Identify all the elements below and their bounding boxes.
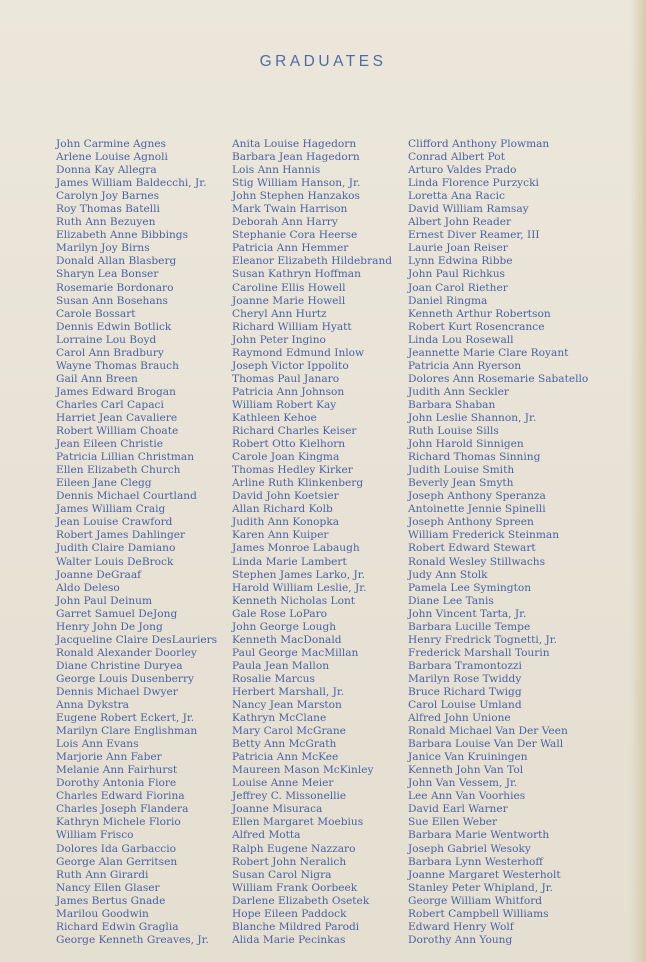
graduate-name: Laurie Joan Reiser	[408, 242, 508, 255]
graduate-name: John Harold Sinnigen	[408, 438, 524, 451]
graduate-name: Joanne DeGraaf	[56, 568, 142, 581]
graduate-name: Blanche Mildred Parodi	[232, 920, 360, 933]
graduate-name: Patricia Ann Johnson	[232, 385, 345, 398]
graduate-name: Donald Allan Blasberg	[56, 255, 177, 268]
graduate-name: Rosemarie Bordonaro	[56, 281, 174, 294]
graduate-name: Stephanie Cora Heerse	[232, 229, 358, 242]
graduate-name: Joseph Victor Ippolito	[232, 359, 349, 372]
graduate-name: David William Ramsay	[408, 203, 529, 216]
graduate-name: Barbara Lynn Westerhoff	[408, 855, 543, 868]
graduate-name: Charles Joseph Flandera	[56, 803, 189, 816]
graduate-name: Richard Edwin Graglia	[56, 920, 179, 933]
graduate-name: Susan Ann Bosehans	[56, 294, 168, 307]
graduate-name: Donna Kay Allegra	[56, 164, 157, 177]
graduate-name: James Edward Brogan	[56, 385, 176, 398]
graduate-name: Judith Claire Damiano	[56, 542, 176, 555]
graduate-name: Karen Ann Kuiper	[232, 529, 329, 542]
graduate-name: John Paul Deinum	[56, 594, 153, 607]
graduates-column-1	[56, 138, 217, 947]
graduate-name: Anna Dykstra	[56, 699, 129, 712]
graduate-name: George Alan Gerritsen	[56, 855, 178, 868]
graduate-name: Hope Eileen Paddock	[232, 907, 347, 920]
graduate-name: Judy Ann Stolk	[408, 568, 488, 581]
graduate-name: David John Koetsier	[232, 490, 339, 503]
graduate-name: Alida Marie Pecinkas	[232, 933, 346, 946]
graduate-name: Kenneth Arthur Robertson	[408, 307, 551, 320]
graduate-name: Sharyn Lea Bonser	[56, 268, 159, 281]
graduate-name: Lee Ann Van Voorhies	[408, 790, 526, 803]
graduate-name: Joseph Anthony Speranza	[408, 490, 546, 503]
graduate-name: Antoinette Jennie Spinelli	[408, 503, 546, 516]
graduate-name: Carole Joan Kingma	[232, 451, 340, 464]
graduate-name: Linda Florence Purzycki	[408, 177, 539, 190]
graduate-name: Diane Lee Tanis	[408, 594, 494, 607]
graduate-name: Arline Ruth Klinkenberg	[232, 477, 364, 490]
graduate-name: Charles Carl Capaci	[56, 398, 164, 411]
graduate-name: Joanne Margaret Westerholt	[408, 868, 561, 881]
graduate-name: Caroline Ellis Howell	[232, 281, 346, 294]
graduate-name: Richard Thomas Sinning	[408, 451, 541, 464]
graduate-name: Joanne Misuraca	[232, 803, 323, 816]
graduate-name: Ellen Margaret Moebius	[232, 816, 364, 829]
graduate-name: Robert James Dahlinger	[56, 529, 186, 542]
graduate-name: Marilyn Rose Twiddy	[408, 672, 522, 685]
graduate-name: Sue Ellen Weber	[408, 816, 498, 829]
graduate-name: Harriet Jean Cavaliere	[56, 411, 178, 424]
graduate-name: Carol Ann Bradbury	[56, 346, 164, 359]
graduate-name: Ronald Alexander Doorley	[56, 646, 197, 659]
graduate-name: Frederick Marshall Tourin	[408, 646, 550, 659]
graduate-name: Stig William Hanson, Jr.	[232, 177, 361, 190]
graduate-name: Barbara Marie Wentworth	[408, 829, 550, 842]
graduate-name: Jean Eileen Christie	[56, 438, 163, 451]
graduate-name: Robert Otto Kielhorn	[232, 438, 346, 451]
graduate-name: Dennis Michael Courtland	[56, 490, 197, 503]
graduate-name: George William Whitford	[408, 894, 543, 907]
graduate-name: Richard William Hyatt	[232, 320, 352, 333]
graduate-name: Linda Marie Lambert	[232, 555, 347, 568]
graduate-name: George Kenneth Greaves, Jr.	[56, 933, 209, 946]
graduate-name: William Robert Kay	[232, 398, 337, 411]
graduate-name: Marilou Goodwin	[56, 907, 149, 920]
graduate-name: James Monroe Labaugh	[232, 542, 360, 555]
graduate-name: Henry Fredrick Tognetti, Jr.	[408, 633, 558, 646]
graduate-name: Robert John Neralich	[232, 855, 347, 868]
graduate-name: Kenneth MacDonald	[232, 633, 342, 646]
graduate-name: John Carmine Agnes	[56, 138, 166, 150]
graduate-name: Darlene Elizabeth Osetek	[232, 894, 370, 907]
graduate-name: Eileen Jane Clegg	[56, 477, 152, 490]
graduate-name: John Paul Richkus	[408, 268, 505, 281]
graduate-name: Thomas Paul Janaro	[232, 372, 340, 385]
graduate-name: Betty Ann McGrath	[232, 738, 337, 751]
graduate-name: Ruth Ann Bezuyen	[56, 216, 156, 229]
graduate-name: Patricia Ann McKee	[232, 751, 339, 764]
graduate-name: Ronald Wesley Stillwachs	[408, 555, 546, 568]
graduate-name: Ronald Michael Van Der Veen	[408, 725, 568, 738]
graduate-name: Albert John Reader	[408, 216, 512, 229]
graduate-name: Arturo Valdes Prado	[408, 164, 517, 177]
graduate-name: Paula Jean Mallon	[232, 659, 330, 672]
graduate-name: Kathleen Kehoe	[232, 411, 317, 424]
graduate-name: James Bertus Gnade	[56, 894, 166, 907]
graduate-name: Paul George MacMillan	[232, 646, 359, 659]
graduate-name: Stanley Peter Whipland, Jr.	[408, 881, 553, 894]
graduate-name: Patricia Ann Ryerson	[408, 359, 522, 372]
graduate-name: Nancy Ellen Glaser	[56, 881, 160, 894]
graduate-name: Louise Anne Meier	[232, 777, 334, 790]
graduate-name: Herbert Marshall, Jr.	[232, 685, 345, 698]
graduate-name: Anita Louise Hagedorn	[232, 138, 357, 150]
graduate-name: Jacqueline Claire DesLauriers	[56, 633, 218, 646]
graduate-name: Marilyn Joy Birns	[56, 242, 150, 255]
graduate-name: Robert Campbell Williams	[408, 907, 549, 920]
graduate-name: Conrad Albert Pot	[408, 151, 505, 164]
graduate-name: Ernest Diver Reamer, III	[408, 229, 540, 242]
graduate-name: Dolores Ida Garbaccio	[56, 842, 176, 855]
graduate-name: Carolyn Joy Barnes	[56, 190, 160, 203]
graduate-name: Roy Thomas Batelli	[56, 203, 160, 216]
graduate-name: Henry John De Jong	[56, 620, 163, 633]
graduate-name: Kenneth Nicholas Lont	[232, 594, 356, 607]
graduate-name: Joseph Anthony Spreen	[408, 516, 534, 529]
graduate-name: William Frank Oorbeek	[232, 881, 358, 894]
graduate-name: Mark Twain Harrison	[232, 203, 348, 216]
graduate-name: Carole Bossart	[56, 307, 136, 320]
graduate-name: Joanne Marie Howell	[232, 294, 346, 307]
graduate-name: John Van Vessem, Jr.	[408, 777, 518, 790]
graduate-name: Wayne Thomas Brauch	[56, 359, 179, 372]
graduate-name: Clifford Anthony Plowman	[408, 138, 550, 150]
graduate-name: Linda Lou Rosewall	[408, 333, 514, 346]
graduate-name: Cheryl Ann Hurtz	[232, 307, 327, 320]
graduate-name: Loretta Ana Racic	[408, 190, 505, 203]
graduate-name: Melanie Ann Fairhurst	[56, 764, 178, 777]
graduate-name: George Louis Dusenberry	[56, 672, 195, 685]
graduate-name: Gale Rose LoParo	[232, 607, 328, 620]
graduate-name: Kathryn Michele Florio	[56, 816, 181, 829]
graduate-name: Pamela Lee Symington	[408, 581, 532, 594]
graduate-name: Dennis Edwin Botlick	[56, 320, 172, 333]
graduate-name: Walter Louis DeBrock	[56, 555, 174, 568]
graduate-name: Dorothy Ann Young	[408, 933, 513, 946]
graduate-name: Susan Kathryn Hoffman	[232, 268, 361, 281]
graduate-name: Rosalie Marcus	[232, 672, 315, 685]
graduate-name: Gail Ann Breen	[56, 372, 138, 385]
graduate-name: Barbara Tramontozzi	[408, 659, 522, 672]
graduate-name: Ellen Elizabeth Church	[56, 464, 181, 477]
graduate-name: Patricia Ann Hemmer	[232, 242, 349, 255]
graduate-name: John Stephen Hanzakos	[232, 190, 360, 203]
graduate-name: James William Baldecchi, Jr.	[56, 177, 207, 190]
graduate-name: Judith Ann Seckler	[408, 385, 509, 398]
graduate-name: Dorothy Antonia Fiore	[56, 777, 177, 790]
graduate-name: Daniel Ringma	[408, 294, 488, 307]
graduate-name: Judith Louise Smith	[408, 464, 515, 477]
graduate-name: Barbara Shaban	[408, 398, 496, 411]
graduate-name: Alfred John Unione	[408, 712, 511, 725]
graduate-name: Garret Samuel DeJong	[56, 607, 178, 620]
graduate-name: Kathryn McClane	[232, 712, 327, 725]
graduate-name: Robert Edward Stewart	[408, 542, 536, 555]
graduate-name: Charles Edward Fiorina	[56, 790, 185, 803]
graduate-name: David Earl Warner	[408, 803, 508, 816]
graduate-name: Robert William Choate	[56, 425, 179, 438]
graduate-name: Ruth Ann Girardi	[56, 868, 149, 881]
graduates-column-2	[232, 138, 392, 947]
graduate-name: Carol Louise Umland	[408, 699, 522, 712]
graduate-name: Arlene Louise Agnoli	[56, 151, 168, 164]
page-title: GRADUATES	[259, 53, 387, 70]
graduate-name: John George Lough	[232, 620, 337, 633]
graduate-name: Thomas Hedley Kirker	[232, 464, 353, 477]
graduate-name: Jeannette Marie Clare Royant	[408, 346, 569, 359]
graduate-name: Jean Louise Crawford	[56, 516, 173, 529]
graduate-name: Edward Henry Wolf	[408, 920, 514, 933]
graduate-name: Nancy Jean Marston	[232, 699, 342, 712]
graduate-name: John Peter Ingino	[232, 333, 326, 346]
graduate-name: Lynn Edwina Ribbe	[408, 255, 513, 268]
graduate-name: Harold William Leslie, Jr.	[232, 581, 367, 594]
graduate-name: Raymond Edmund Inlow	[232, 346, 365, 359]
graduate-name: Allan Richard Kolb	[232, 503, 333, 516]
graduate-name: Aldo Deleso	[56, 581, 120, 594]
graduate-name: Robert Kurt Rosencrance	[408, 320, 545, 333]
graduate-name: Barbara Jean Hagedorn	[232, 151, 360, 164]
graduate-name: Mary Carol McGrane	[232, 725, 346, 738]
graduate-name: Joan Carol Riether	[408, 281, 508, 294]
graduate-name: Lorraine Lou Boyd	[56, 333, 157, 346]
graduate-name: Ralph Eugene Nazzaro	[232, 842, 356, 855]
graduate-name: James William Craig	[56, 503, 166, 516]
graduate-name: Dennis Michael Dwyer	[56, 685, 178, 698]
graduate-name: Janice Van Kruiningen	[408, 751, 528, 764]
graduate-name: Judith Ann Konopka	[232, 516, 340, 529]
graduate-name: Deborah Ann Harry	[232, 216, 338, 229]
graduate-name: John Leslie Shannon, Jr.	[408, 411, 537, 424]
graduate-name: Alfred Motta	[232, 829, 301, 842]
graduate-name: Patricia Lillian Christman	[56, 451, 195, 464]
graduate-name: Barbara Lucille Tempe	[408, 620, 531, 633]
graduate-name: Beverly Jean Smyth	[408, 477, 514, 490]
graduate-name: Marilyn Clare Englishman	[56, 725, 198, 738]
graduate-name: Eugene Robert Eckert, Jr.	[56, 712, 195, 725]
graduate-name: Jeffrey C. Missonellie	[232, 790, 347, 803]
graduate-name: Dolores Ann Rosemarie Sabatello	[408, 372, 589, 385]
graduate-name: Eleanor Elizabeth Hildebrand	[232, 255, 393, 268]
graduates-column-3	[408, 138, 588, 947]
graduate-name: Joseph Gabriel Wesoky	[408, 842, 531, 855]
graduate-name: William Frederick Steinman	[408, 529, 560, 542]
graduate-name: Diane Christine Duryea	[56, 659, 183, 672]
graduate-name: Lois Ann Evans	[56, 738, 139, 751]
graduate-name: Susan Carol Nigra	[232, 868, 332, 881]
graduate-name: Elizabeth Anne Bibbings	[56, 229, 189, 242]
graduate-name: John Vincent Tarta, Jr.	[408, 607, 527, 620]
graduate-name: Bruce Richard Twigg	[408, 685, 522, 698]
graduate-name: Maureen Mason McKinley	[232, 764, 374, 777]
graduate-name: William Frisco	[56, 829, 134, 842]
graduate-name: Kenneth John Van Tol	[408, 764, 524, 777]
graduate-name: Ruth Louise Sills	[408, 425, 499, 438]
graduate-name: Richard Charles Keiser	[232, 425, 357, 438]
graduate-name: Lois Ann Hannis	[232, 164, 321, 177]
graduate-name: Barbara Louise Van Der Wall	[408, 738, 564, 751]
graduate-name: Stephen James Larko, Jr.	[232, 568, 365, 581]
graduate-name: Marjorie Ann Faber	[56, 751, 162, 764]
